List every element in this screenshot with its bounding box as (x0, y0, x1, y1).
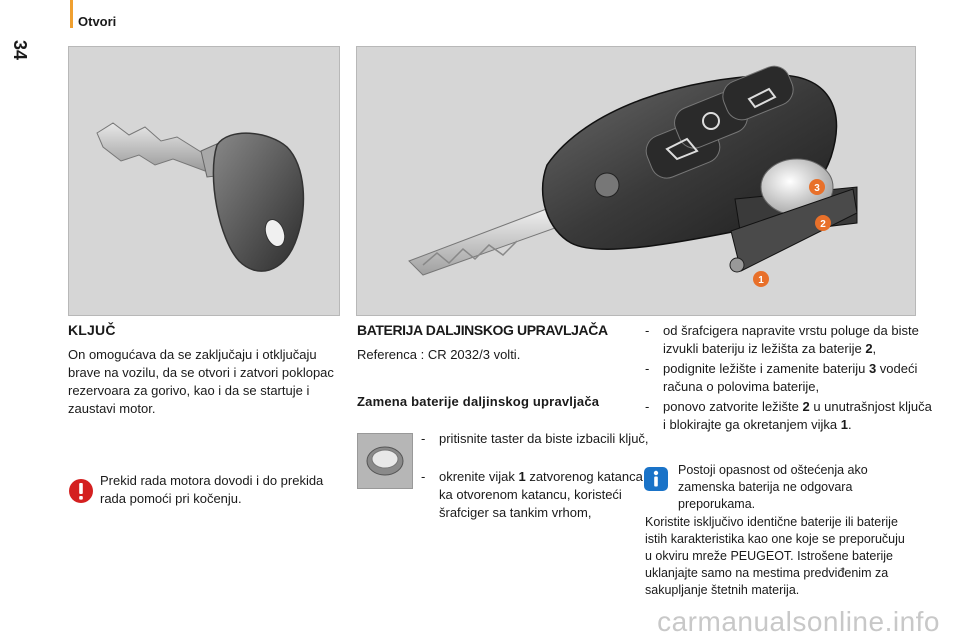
step-left-2: - okrenite vijak 1 zatvorenog katanca ka otvorenom katancu, koristeći šrafciger sa tankim vrhom, (421, 469, 643, 520)
release-button-thumbnail (357, 433, 413, 489)
callout-1-label: 1 (758, 275, 764, 286)
info-icon (643, 466, 669, 497)
warning-icon (68, 478, 94, 509)
key-image-panel (68, 46, 340, 316)
battery-section-title: BATERIJA DALJINSKOG UPRAVLJAČA (357, 322, 608, 338)
key-illustration (69, 47, 339, 315)
step-right-2: - podignite ležište i zamenite bateriju 3 vodeći računa o polovima baterije, (645, 361, 918, 394)
warning-text: Prekid rada motora dovodi i do prekida rada pomoći pri kočenju. (100, 473, 324, 506)
step-left-1: - pritisnite taster da biste izbacili ključ, (421, 431, 649, 446)
battery-subtitle: Zamena baterije daljinskog upravljača (357, 394, 600, 409)
section-title: Otvori (78, 14, 117, 29)
callout-3-label: 3 (814, 183, 820, 194)
header-accent-bar (70, 0, 73, 28)
key-section-title: KLJUČ (68, 322, 116, 338)
step-right-1: - od šrafcigera napravite vrstu poluge da biste izvukli bateriju iz ležišta za baterije 2, (645, 323, 919, 356)
info-text: Postoji opasnost od oštećenja ako zamenska baterija ne odgovara preporukama. (678, 463, 868, 511)
battery-reference: Referenca : CR 2032/3 volti. (357, 347, 521, 362)
step-right-3: - ponovo zatvorite ležište 2 u unutrašnjost ključa i blokirajte ga okretanjem vijka 1. (645, 399, 932, 432)
release-button (595, 173, 619, 197)
remote-illustration (357, 47, 915, 315)
battery-note: Koristite isključivo identične baterije ili baterije istih karakteristika kao one koje se preporučuju u okviru mreže PEUGEOT. Istrošene baterije uklanjajte samo na mestima predviđenim za sakupljanje štetnih materija. (645, 515, 905, 597)
page-number: 34 (10, 40, 30, 61)
watermark: carmanualsonline.info (657, 606, 940, 637)
callout-2-label: 2 (820, 219, 826, 230)
key-section-text: On omogućava da se zaključaju i otključaju brave na vozilu, da se otvori i zatvori poklopac rezervoara za gorivo, kao i da se startuje i zaustavi motor. (68, 347, 334, 416)
remote-image-panel (356, 46, 916, 316)
